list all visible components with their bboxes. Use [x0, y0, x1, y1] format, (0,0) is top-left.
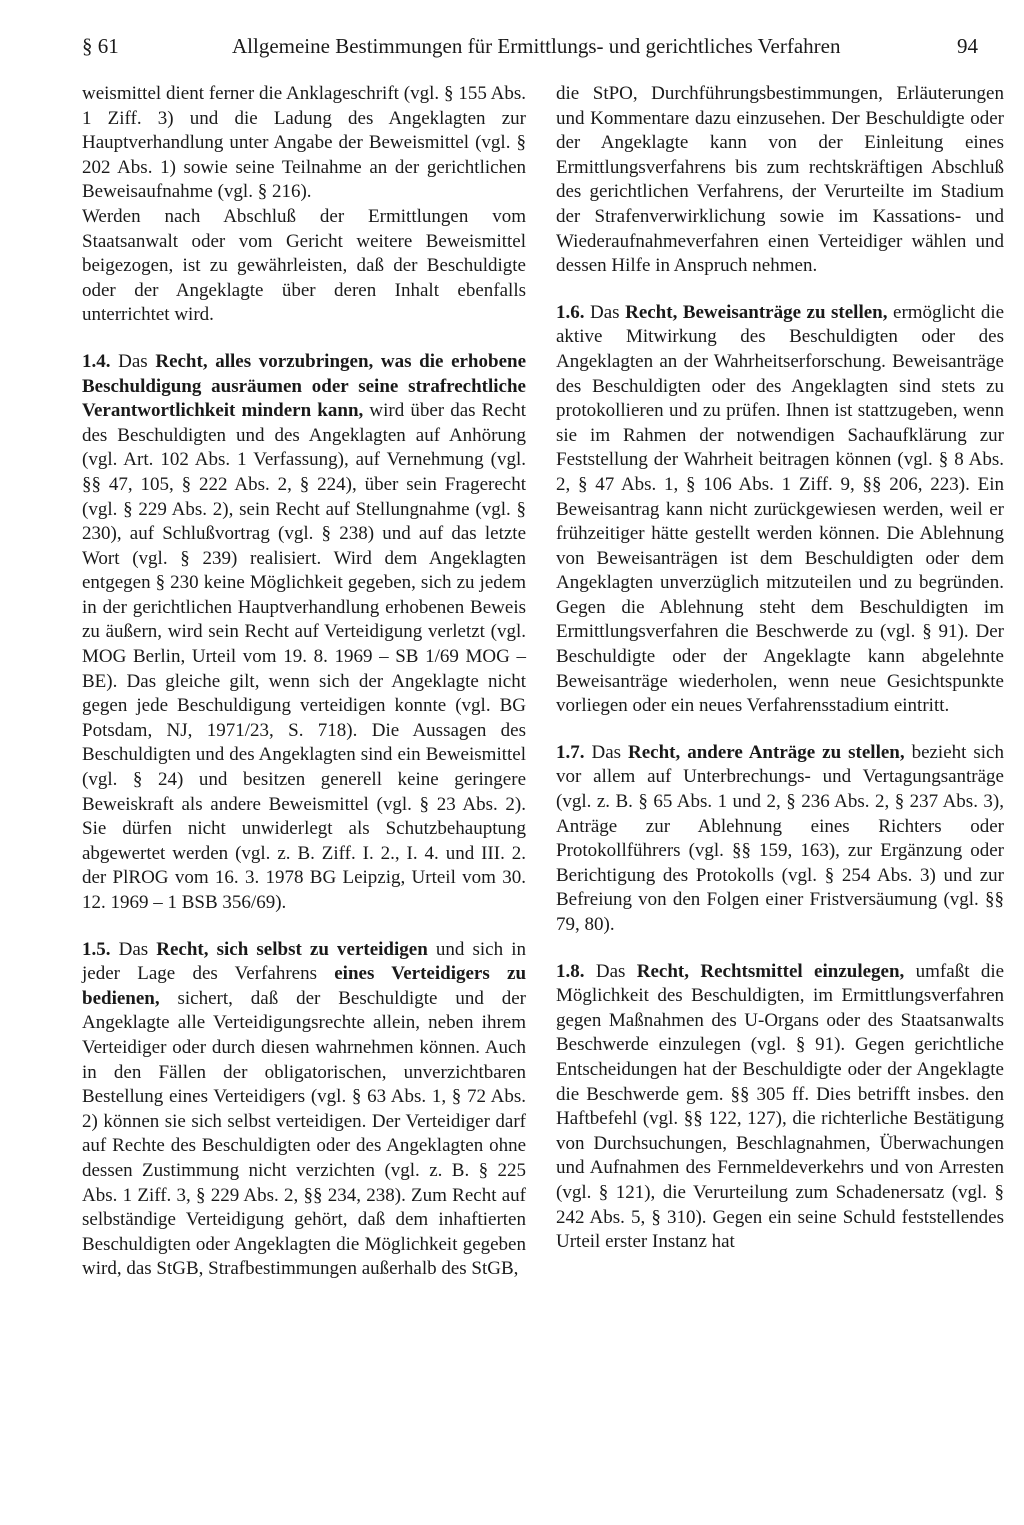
right-column	[556, 82, 1004, 1255]
paragraph-continued: weismittel dient ferner die Anklageschrift (vgl. § 155 Abs. 1 Ziff. 3) und die Ladung des Angeklagten zur Hauptverhandlung unter Angabe der Beweismittel (vgl. § 202 Abs. 1) sowie seine Teilnahme an der gerichtlichen Beweisaufnahme (vgl. § 216).	[82, 83, 526, 203]
page-number: 94	[957, 34, 978, 58]
section-1-5-mid: und sich in jeder Lage des Verfahrens	[82, 938, 526, 985]
section-1-5-heading-1: Recht, sich selbst zu verteidigen	[156, 938, 428, 960]
section-1-6	[556, 301, 1004, 719]
section-1-6-number: 1.6.	[556, 301, 585, 323]
section-1-5	[82, 938, 526, 1282]
section-1-6-lead: Das	[590, 301, 620, 323]
section-1-5-heading-2: eines Verteidigers zu bedienen,	[82, 963, 527, 1009]
section-1-7-number: 1.7.	[556, 741, 585, 763]
section-1-7	[556, 741, 1004, 938]
section-1-4	[82, 350, 526, 916]
section-1-4-text: wird über das Recht des Beschuldigten und des Angeklagten auf Anhörung (vgl. Art. 102 Abs. 1 Verfassung), auf Vernehmung (vgl. §§ 47, 105, § 222 Abs. 2, § 224), über sein Fragerecht (vgl. § 229 Abs. 2), sein Recht auf Stellungnahme (vgl. § 230), auf Schlußvortrag (vgl. § 238) und auf das letzte Wort (vgl. § 239) realisiert. Wird dem Angeklagten entgegen § 230 keine Möglichkeit gegeben, sich zu jedem in der gerichtlichen Hauptverhandlung erhobenen Beweis zu äußern, wird sein Recht auf Verteidigung verletzt (vgl. MOG Berlin, Urteil vom 19. 8. 1969 – SB 1/69 MOG – BE). Das gleiche gilt, wenn sich der Angeklagte nicht gegen jede Beschuldigung verteidigen konnte (vgl. BG Potsdam, NJ, 1971/23, S. 718). Die Aussagen des Beschuldigten und des Angeklagten sind ein Beweismittel (vgl. § 24) und besitzen generell keine geringere Beweiskraft als andere Beweismittel (vgl. § 23 Abs. 2). Sie dürfen nicht unwiderlegt als Schutzbehauptung abgewertet werden (vgl. z. B. Ziff. I. 2., I. 4. und III. 2. der PlROG vom 16. 3. 1978 BG Leipzig, Urteil vom 30. 12. 1969 – 1 BSB 356/69).	[82, 400, 526, 913]
section-1-6-text: ermöglicht die aktive Mitwirkung des Beschuldigten oder des Angeklagten an der Wahrheitserforschung. Beweisanträge des Beschuldigten oder des Angeklagten sind stets zu protokollieren und zu prüfen. Ihnen ist stattzugeben, wenn sie im Rahmen der notwendigen Sachaufklärung zur Feststellung der Wahrheit beitragen können (vgl. § 8 Abs. 2, § 47 Abs. 1, § 106 Abs. 1 Ziff. 9, §§ 206, 223). Ein Beweisantrag kann nicht zurückgewiesen werden, weil er frühzeitiger hätte gestellt werden können. Die Ablehnung von Beweisanträgen ist dem Beschuldigten oder dem Angeklagten unverzüglich mitzuteilen und zu begründen. Gegen die Ablehnung steht dem Beschuldigten im Ermittlungsverfahren die Beschwerde zu (vgl. § 91). Der Beschuldigte oder der Angeklagte kann abgelehnte Beweisanträge wiederholen, wenn neue Gesichtspunkte vorliegen oder ein neues Verfahrensstadium eintritt.	[556, 301, 1005, 717]
running-title: Allgemeine Bestimmungen für Ermittlungs- und gerichtliches Verfahren	[232, 34, 841, 58]
left-column	[82, 82, 526, 1282]
paragraph-evidence-inclusion: Werden nach Abschluß der Ermittlungen vom Staatsanwalt oder vom Gericht weitere Beweismittel beigezogen, ist zu gewährleisten, daß der Beschuldigte oder der Angeklagte über deren Inhalt ebenfalls unterrichtet wird.	[82, 205, 526, 326]
section-1-6-heading: Recht, Beweisanträge zu stellen,	[625, 301, 888, 323]
running-header	[82, 30, 978, 62]
section-1-5-text: sichert, daß der Beschuldigte und der Angeklagte alle Verteidigungsrechte allein, neben ihrem Verteidiger oder durch diesen wahrnehmen können. Auch in den Fällen der obligatorischen, unverzichtbaren Bestellung eines Verteidigers (vgl. § 63 Abs. 1, § 72 Abs. 2) können sie sich selbst verteidigen. Der Verteidiger darf auf Rechte des Beschuldigten oder des Angeklagten ohne dessen Zustimmung nicht verzichten (vgl. z. B. § 225 Abs. 1 Ziff. 3, § 229 Abs. 2, §§ 234, 238). Zum Recht auf selbständige Verteidigung gehört, daß dem inhaftierten Beschuldigten oder Angeklagten die Möglichkeit gegeben wird, das StGB, Strafbestimmungen außerhalb des StGB,	[82, 987, 526, 1280]
section-1-7-text: bezieht sich vor allem auf Unterbrechungs- und Vertagungsanträge (vgl. z. B. § 65 Abs. 1 und 2, § 236 Abs. 2, § 237 Abs. 3), Anträge zur Ablehnung eines Richters oder Protokollführers (vgl. §§ 159, 163), zur Ergänzung oder Berichtigung des Protokolls (vgl. § 254 Abs. 3) und zur Befreiung von den Folgen einer Fristversäumung (vgl. §§ 79, 80).	[556, 741, 1004, 935]
section-1-7-lead: Das	[591, 741, 622, 763]
section-1-8-text: umfaßt die Möglichkeit des Beschuldigten, im Ermittlungsverfahren gegen Maßnahmen des U-Organs oder des Staatsanwalts Beschwerde einzulegen (vgl. § 91). Gegen gerichtliche Entscheidungen hat der Beschuldigte oder der Angeklagte die Beschwerde gem. §§ 305 ff. Dies betrifft insbes. den Haftbefehl (vgl. §§ 122, 127), die richterliche Bestätigung von Durchsuchungen, Beschlagnahmen, Überwachungen und Aufnahmen des Fernmeldeverkehrs und von Arresten (vgl. § 121), die Verurteilung zum Schadenersatz (vgl. § 242 Abs. 5, § 310). Gegen ein seine Schuld feststellendes Urteil erster Instanz hat	[556, 960, 1005, 1253]
section-1-8	[556, 960, 1004, 1255]
section-1-8-lead: Das	[595, 960, 626, 982]
section-number: § 61	[82, 34, 119, 58]
paragraph-continued-right: die StPO, Durchführungsbestimmungen, Erläuterungen und Kommentare dazu einzusehen. Der Beschuldigte oder der Angeklagte kann von der Einleitung eines Ermittlungsverfahrens bis zum rechtskräftigen Abschluß des gerichtlichen Verfahrens, der Verurteilte im Stadium der Strafenverwirklichung sowie im Kassations- und Wiederaufnahmeverfahren einen Verteidiger wählen und dessen Hilfe in Anspruch nehmen.	[556, 83, 1004, 277]
section-1-8-number: 1.8.	[556, 960, 585, 982]
section-1-4-heading: Recht, alles vorzubringen, was die erhobene Beschuldigung ausräumen oder seine strafrechtliche Verantwortlichkeit mindern kann,	[82, 350, 526, 422]
section-1-5-lead: Das	[118, 938, 149, 960]
section-1-7-heading: Recht, andere Anträge zu stellen,	[628, 741, 905, 763]
section-1-8-heading: Recht, Rechtsmittel einzulegen,	[636, 960, 905, 982]
section-1-4-lead: Das	[118, 350, 148, 372]
section-1-5-number: 1.5.	[82, 938, 111, 960]
section-1-4-number: 1.4.	[82, 350, 111, 372]
